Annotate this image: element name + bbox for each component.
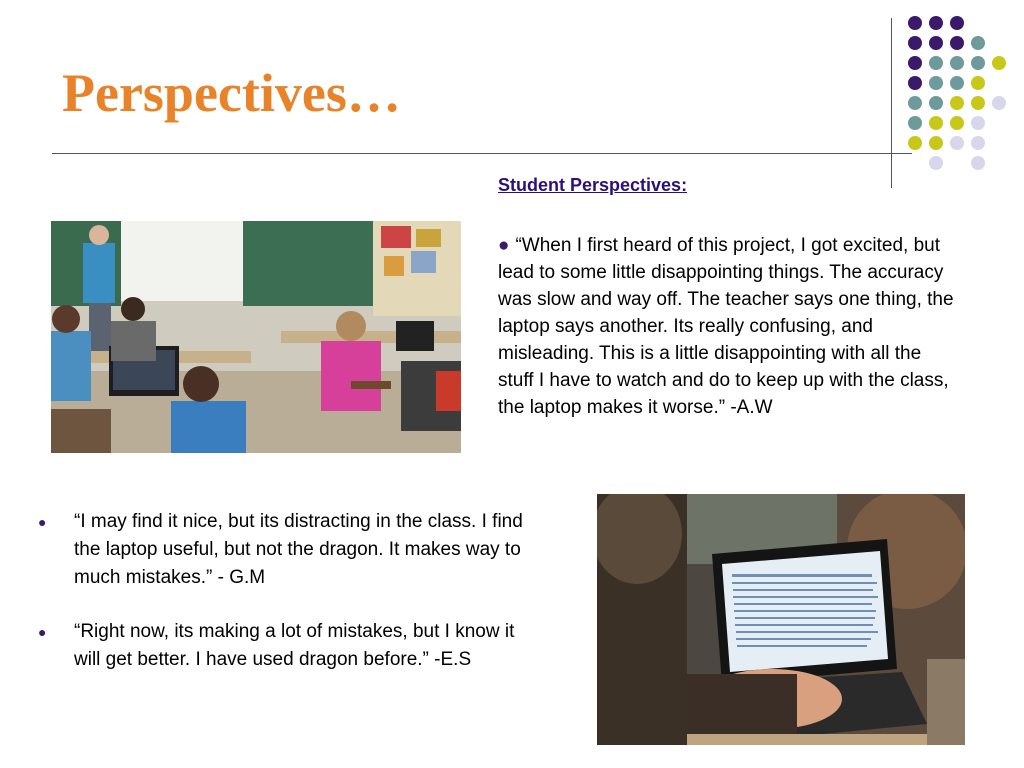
classroom-photo <box>51 221 461 453</box>
title-divider <box>52 153 912 154</box>
laptop-photo <box>597 494 965 745</box>
list-item-text: “I may find it nice, but its distracting in the class. I find the laptop useful, but not the dragon. It makes way to much mistakes.” - G.M <box>74 511 523 588</box>
slide-title: Perspectives… <box>62 63 401 123</box>
vertical-divider <box>891 18 892 188</box>
section-heading: Student Perspectives: <box>498 175 688 195</box>
bullet-icon: ● <box>38 624 47 640</box>
bullet-icon: ● <box>498 235 510 256</box>
bullet-icon: ● <box>38 514 47 530</box>
main-quote-text: “When I first heard of this project, I got excited, but lead to some little disappointing things. The accuracy was slow and way off. The teacher says one thing, the laptop says another. Its really confusing, and misleading. This is a little disappointing with all the stuff I have to watch and do to keep up with the class, the laptop makes it worse.” -A.W <box>498 235 954 418</box>
list-item <box>38 508 538 592</box>
list-item <box>38 618 538 674</box>
quote-list <box>38 508 538 700</box>
list-item-text: “Right now, its making a lot of mistakes, but I know it will get better. I have used dragon before.” -E.S <box>74 621 515 670</box>
decorative-dot-grid <box>905 16 1024 166</box>
main-quote <box>498 232 958 421</box>
